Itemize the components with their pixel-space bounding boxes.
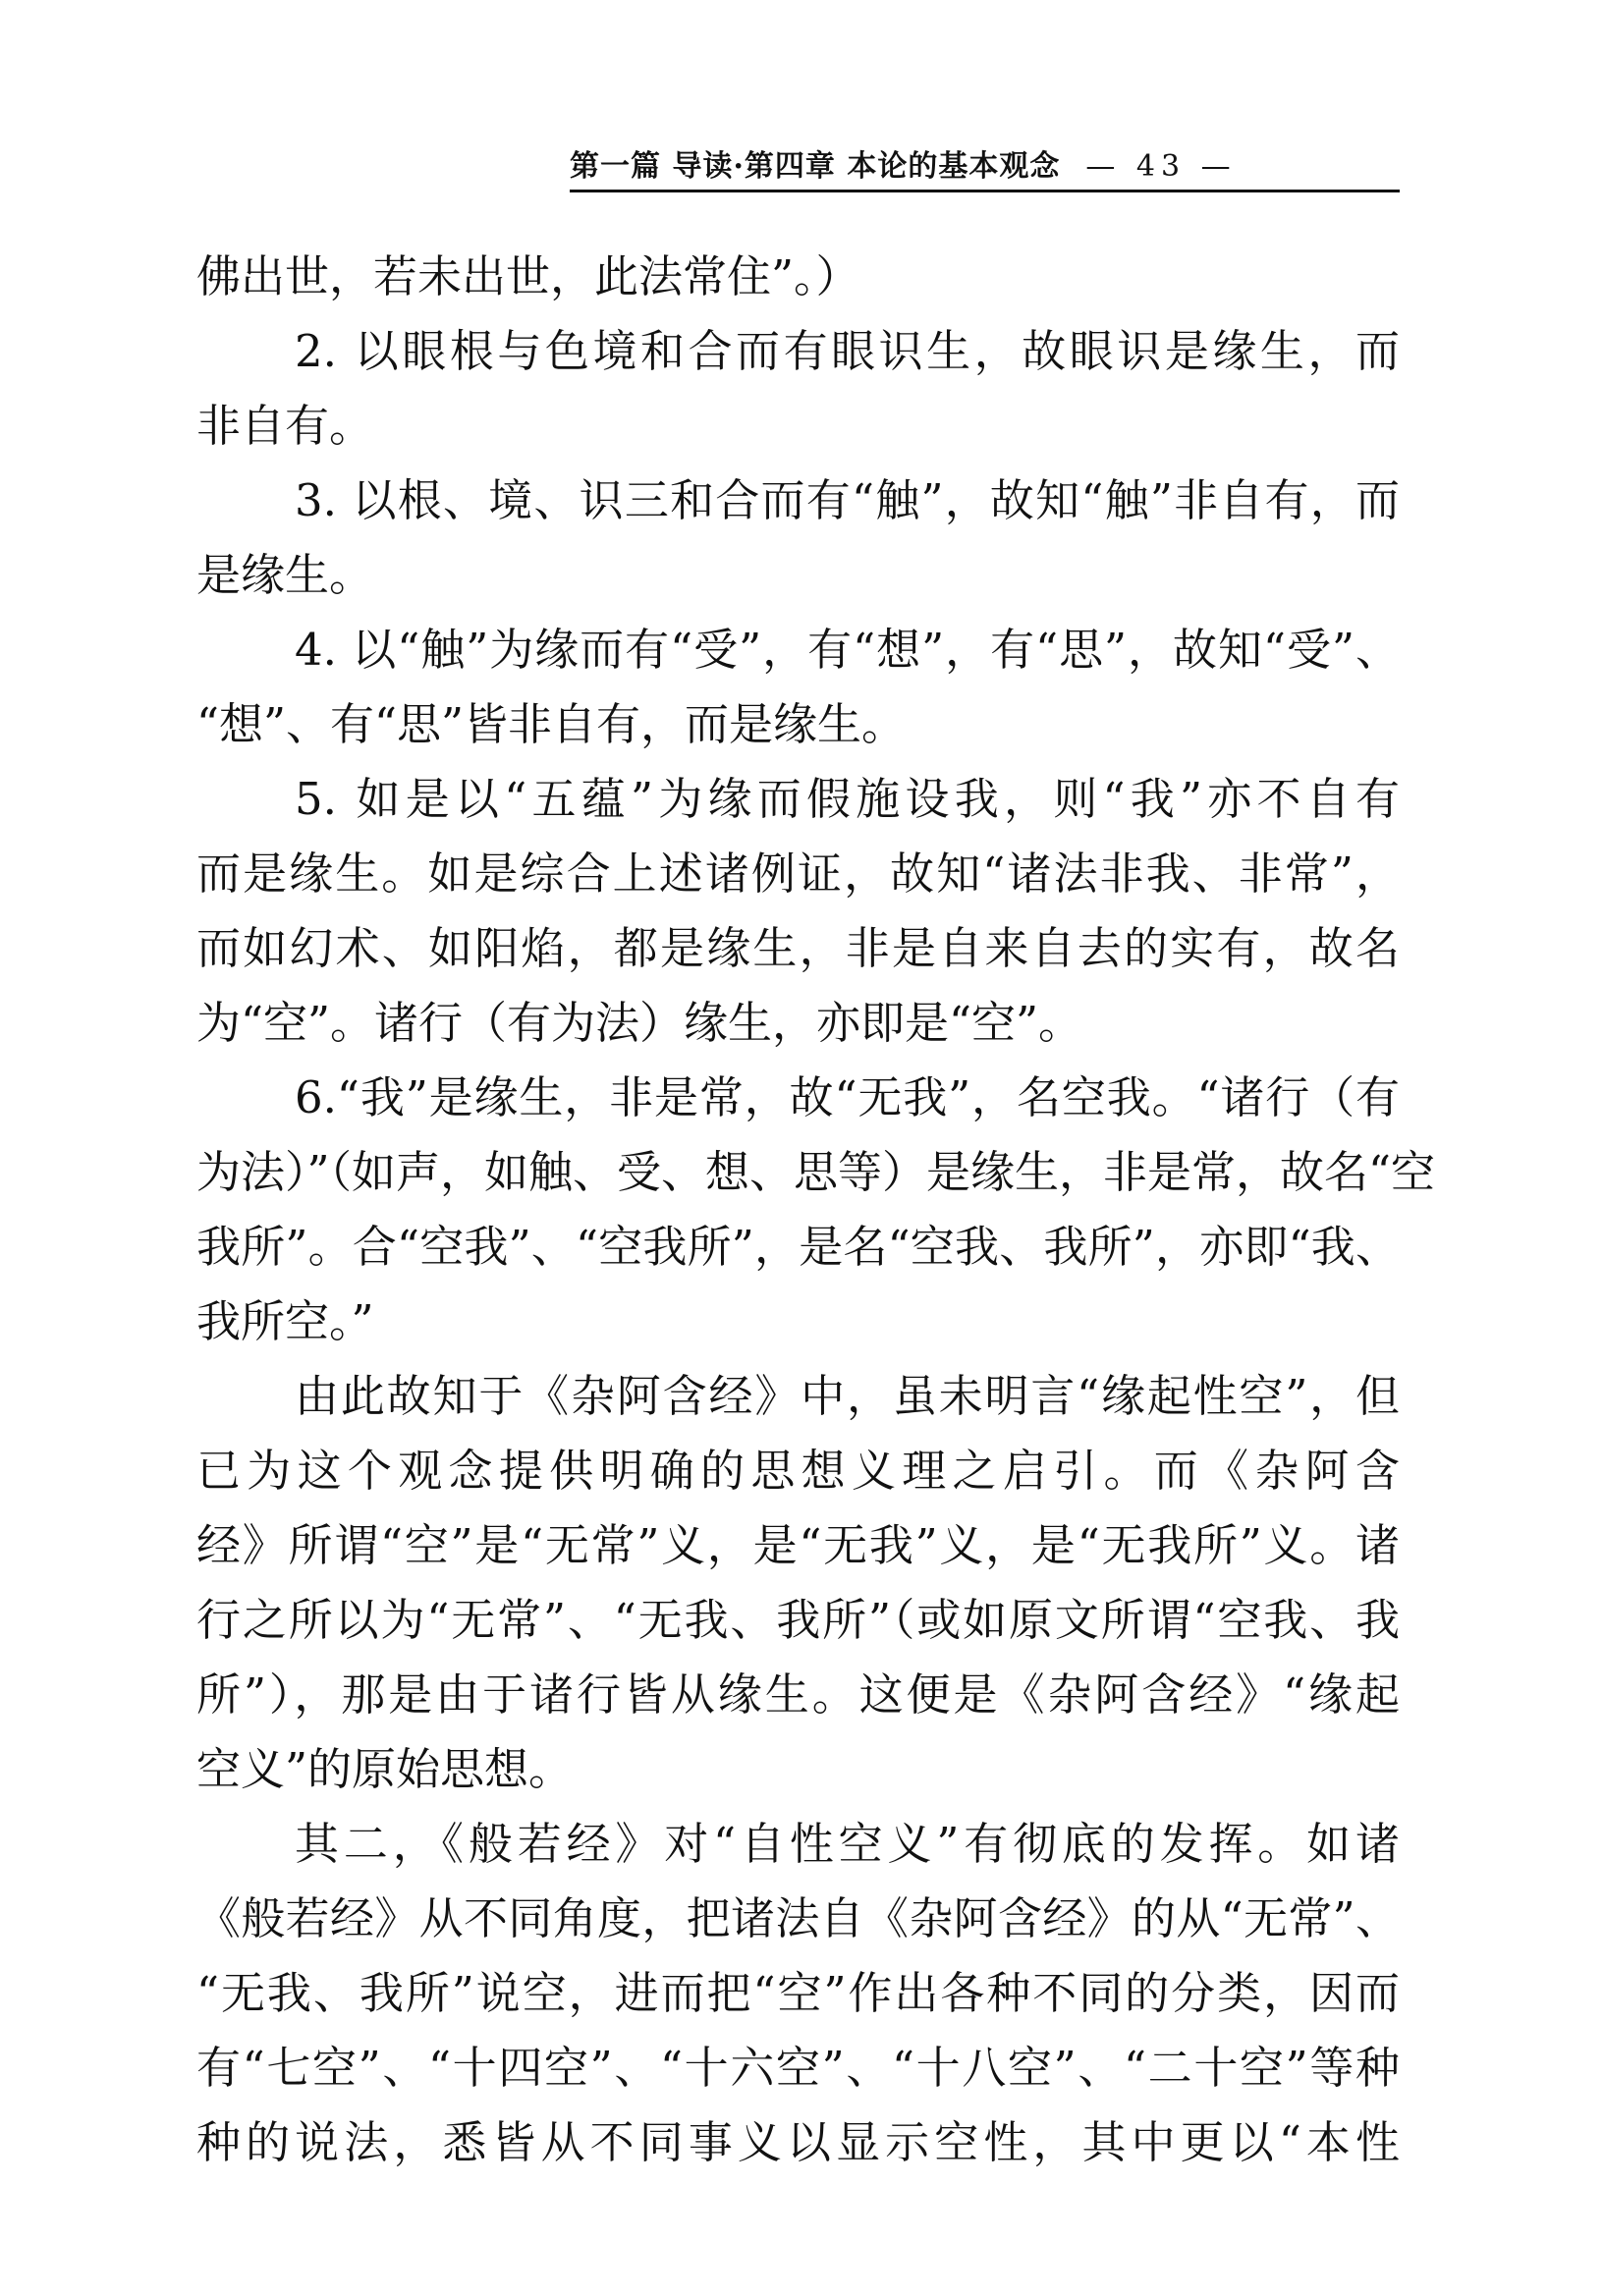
text-line: 2. 以眼根与色境和合而有眼识生，故眼识是缘生，而 (295, 325, 1400, 377)
text-line: 行之所以为“无常”、“无我、我所”（或如原文所谓“空我、我 (196, 1594, 1400, 1646)
text-line: 而如幻术、如阳焰，都是缘生，非是自来自去的实有，故名 (196, 922, 1400, 974)
text-line: 6.“我”是缘生，非是常，故“无我”，名空我。“诸行（有 (295, 1071, 1400, 1123)
text-line: “想”、有“思”皆非自有，而是缘生。 (196, 698, 907, 750)
text-line: 3. 以根、境、识三和合而有“触”，故知“触”非自有，而 (295, 474, 1400, 526)
text-line: 5. 如是以“五蕴”为缘而假施设我，则“我”亦不自有 (295, 773, 1400, 825)
body-text (196, 240, 1436, 2180)
text-line: 我所”。合“空我”、“空我所”，是名“空我、我所”，亦即“我、 (196, 1221, 1400, 1273)
header-rule (570, 190, 1400, 192)
text-line: 我所空。” (196, 1295, 374, 1347)
text-line: 为“空”。诸行（有为法）缘生，亦即是“空”。 (196, 997, 1083, 1049)
text-line: 已为这个观念提供明确的思想义理之启引。而《杂阿含 (196, 1445, 1400, 1497)
page-number: — 43 — (1085, 149, 1237, 184)
text-line: 佛出世，若未出世，此法常住”。） (196, 250, 860, 302)
text-line: 而是缘生。如是综合上述诸例证，故知“诸法非我、非常”， (196, 847, 1400, 900)
text-line: 有“七空”、“十四空”、“十六空”、“十八空”、“二十空”等种 (196, 2042, 1400, 2094)
text-line: 非自有。 (196, 400, 374, 452)
text-line: 空义”的原始思想。 (196, 1743, 574, 1795)
running-header (570, 145, 1400, 189)
text-line: 由此故知于《杂阿含经》中，虽未明言“缘起性空”，但 (295, 1370, 1400, 1422)
text-line: 所”），那是由于诸行皆从缘生。这便是《杂阿含经》“缘起 (196, 1668, 1400, 1721)
text-line: 为法）”（如声，如触、受、想、思等）是缘生，非是常，故名“空 (196, 1146, 1436, 1198)
text-line: 《般若经》从不同角度，把诸法自《杂阿含经》的从“无常”、 (196, 1892, 1400, 1944)
header-title: 第一篇 导读·第四章 本论的基本观念 (570, 149, 1061, 184)
text-line: “无我、我所”说空，进而把“空”作出各种不同的分类，因而 (196, 1967, 1400, 2019)
text-line: 经》所谓“空”是“无常”义，是“无我”义，是“无我所”义。诸 (196, 1519, 1400, 1571)
text-line: 是缘生。 (196, 549, 374, 601)
text-line: 4. 以“触”为缘而有“受”，有“想”，有“思”，故知“受”、 (295, 624, 1400, 676)
text-line: 其二，《般若经》对“自性空义”有彻底的发挥。如诸 (295, 1818, 1400, 1870)
text-line: 种的说法，悉皆从不同事义以显示空性，其中更以“本性 (196, 2116, 1400, 2168)
